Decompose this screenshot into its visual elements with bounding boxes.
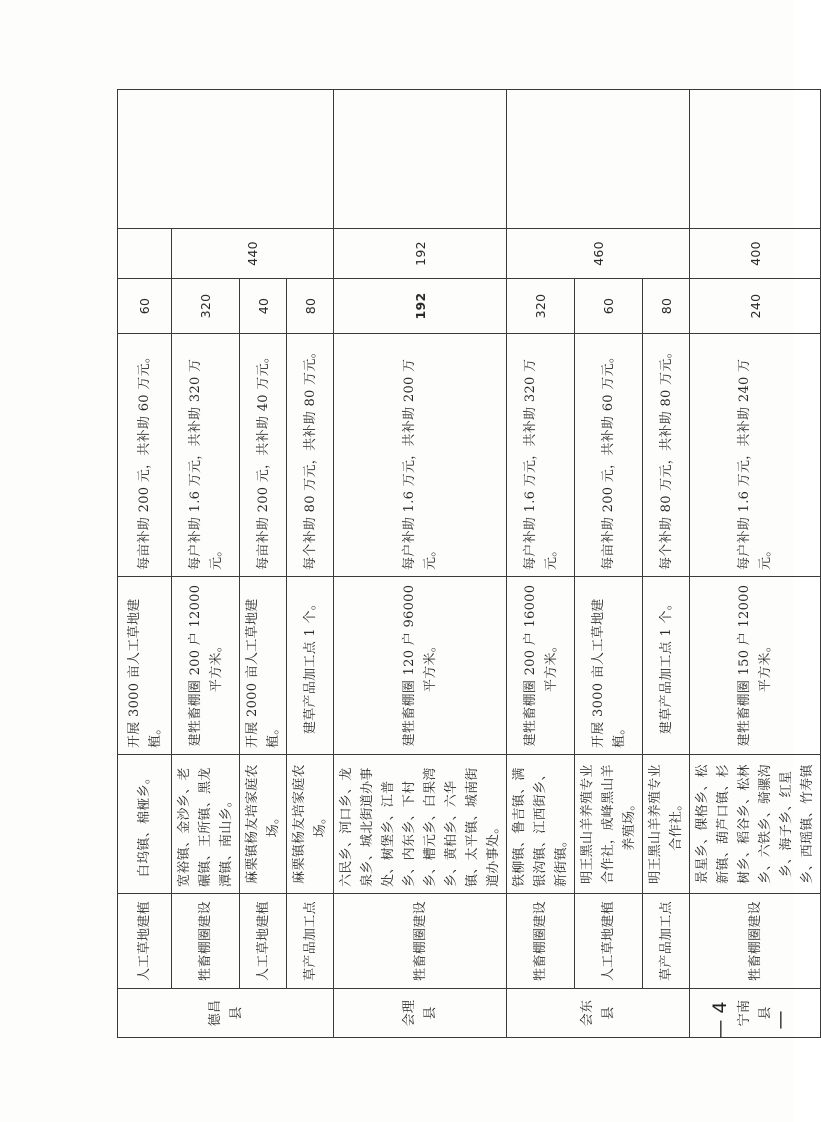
table-row xyxy=(172,90,240,1038)
page-number: — 4 — xyxy=(709,1001,791,1039)
towns-cell: 明王黑山羊养殖专业合作社，成峰黑山羊养殖场。 xyxy=(575,755,643,894)
county-cell: 宁南县 xyxy=(690,989,821,1038)
county-cell: 会理县 xyxy=(334,989,507,1038)
content-cell: 开展 3000 亩人工草地建植。 xyxy=(118,577,172,755)
towns-cell: 六民乡、河口乡、龙泉乡、城北街道办事处、树堡乡、江普乡、内东乡、下村乡、槽元乡、白果湾乡、黄柏乡、六华镇、太平镇、城南街道办事处。 xyxy=(334,755,507,894)
table-row xyxy=(690,90,821,1038)
standard-cell: 每户补助 1.6 万元，共补助 320 万元。 xyxy=(172,334,240,577)
project-cell: 牲畜棚圈建设 xyxy=(172,894,240,989)
county-cell: 德昌县 xyxy=(118,989,334,1038)
content-cell: 建草产品加工点 1 个。 xyxy=(643,577,690,755)
content-cell: 建牲畜棚圈 200 户 16000 平方米。 xyxy=(507,577,575,755)
content-cell: 建牲畜棚圈 200 户 12000 平方米。 xyxy=(172,577,240,755)
standard-cell: 每个补助 80 万元，共补助 80 万元。 xyxy=(287,334,334,577)
subsidy-table xyxy=(117,89,821,1038)
standard-cell: 每亩补助 200 元，共补助 60 万元。 xyxy=(575,334,643,577)
project-cell: 人工草地建植 xyxy=(240,894,287,989)
total-cell xyxy=(507,90,690,229)
standard-cell: 每亩补助 200 元，共补助 60 万元。 xyxy=(118,334,172,577)
content-cell: 建草产品加工点 1 个。 xyxy=(287,577,334,755)
table-row xyxy=(334,90,507,1038)
standard-cell: 每个补助 80 万元，共补助 80 万元。 xyxy=(643,334,690,577)
funds-cell: 320 xyxy=(172,279,240,334)
subtotal-cell: 460 xyxy=(507,229,690,279)
standard-cell: 每亩补助 200 元，共补助 40 万元。 xyxy=(240,334,287,577)
funds-cell: 40 xyxy=(240,279,287,334)
standard-cell: 每户补助 1.6 万元，共补助 320 万元。 xyxy=(507,334,575,577)
total-cell xyxy=(334,90,507,229)
content-cell: 开展 3000 亩人工草地建植。 xyxy=(575,577,643,755)
content-cell: 建牲畜棚圈 120 户 96000 平方米。 xyxy=(334,577,507,755)
subtotal-cell: 400 xyxy=(690,229,821,279)
project-cell: 草产品加工点 xyxy=(287,894,334,989)
rotated-table-wrapper xyxy=(117,90,815,1038)
subtotal-cell: 440 xyxy=(172,229,334,279)
funds-cell: 192 xyxy=(334,279,507,334)
content-cell: 建牲畜棚圈 150 户 12000 平方米。 xyxy=(690,577,821,755)
table-row xyxy=(507,90,575,1038)
funds-cell: 320 xyxy=(507,279,575,334)
project-cell: 牲畜棚圈建设 xyxy=(334,894,507,989)
total-cell xyxy=(690,90,821,229)
towns-cell: 明王黑山羊养殖专业合作社。 xyxy=(643,755,690,894)
total-cell xyxy=(118,90,334,229)
county-cell: 会东县 xyxy=(507,989,690,1038)
funds-cell: 80 xyxy=(643,279,690,334)
funds-cell: 60 xyxy=(575,279,643,334)
towns-cell: 麻栗镇杨友培家庭农场。 xyxy=(287,755,334,894)
towns-cell: 麻栗镇杨友培家庭农场。 xyxy=(240,755,287,894)
funds-cell: 240 xyxy=(690,279,821,334)
funds-cell: 60 xyxy=(118,279,172,334)
standard-cell: 每户补助 1.6 万元，共补助 240 万元。 xyxy=(690,334,821,577)
towns-cell: 白坞镇、棉桠乡。 xyxy=(118,755,172,894)
project-cell: 草产品加工点 xyxy=(643,894,690,989)
subtotal-cell: 192 xyxy=(334,229,507,279)
project-cell: 牲畜棚圈建设 xyxy=(507,894,575,989)
standard-cell: 每户补助 1.6 万元，共补助 200 万元。 xyxy=(334,334,507,577)
towns-cell: 铁柳镇、鲁吉镇、满银沟镇、江西街乡、新街镇。 xyxy=(507,755,575,894)
project-cell: 人工草地建植 xyxy=(118,894,172,989)
content-cell: 开展 2000 亩人工草地建植。 xyxy=(240,577,287,755)
project-cell: 牲畜棚圈建设 xyxy=(690,894,821,989)
funds-cell: 80 xyxy=(287,279,334,334)
project-cell: 人工草地建植 xyxy=(575,894,643,989)
subtotal-cell xyxy=(118,229,172,279)
towns-cell: 景星乡、倮格乡、松新镇、葫芦口镇、杉树乡、稻谷乡、松林乡、六铁乡、骑骡沟乡、海子乡、红星乡、西瑶镇、竹寿镇 xyxy=(690,755,821,894)
towns-cell: 宽裕镇、金沙乡、老碾镇、王所镇、黑龙潭镇、南山乡。 xyxy=(172,755,240,894)
table-row xyxy=(118,90,172,1038)
